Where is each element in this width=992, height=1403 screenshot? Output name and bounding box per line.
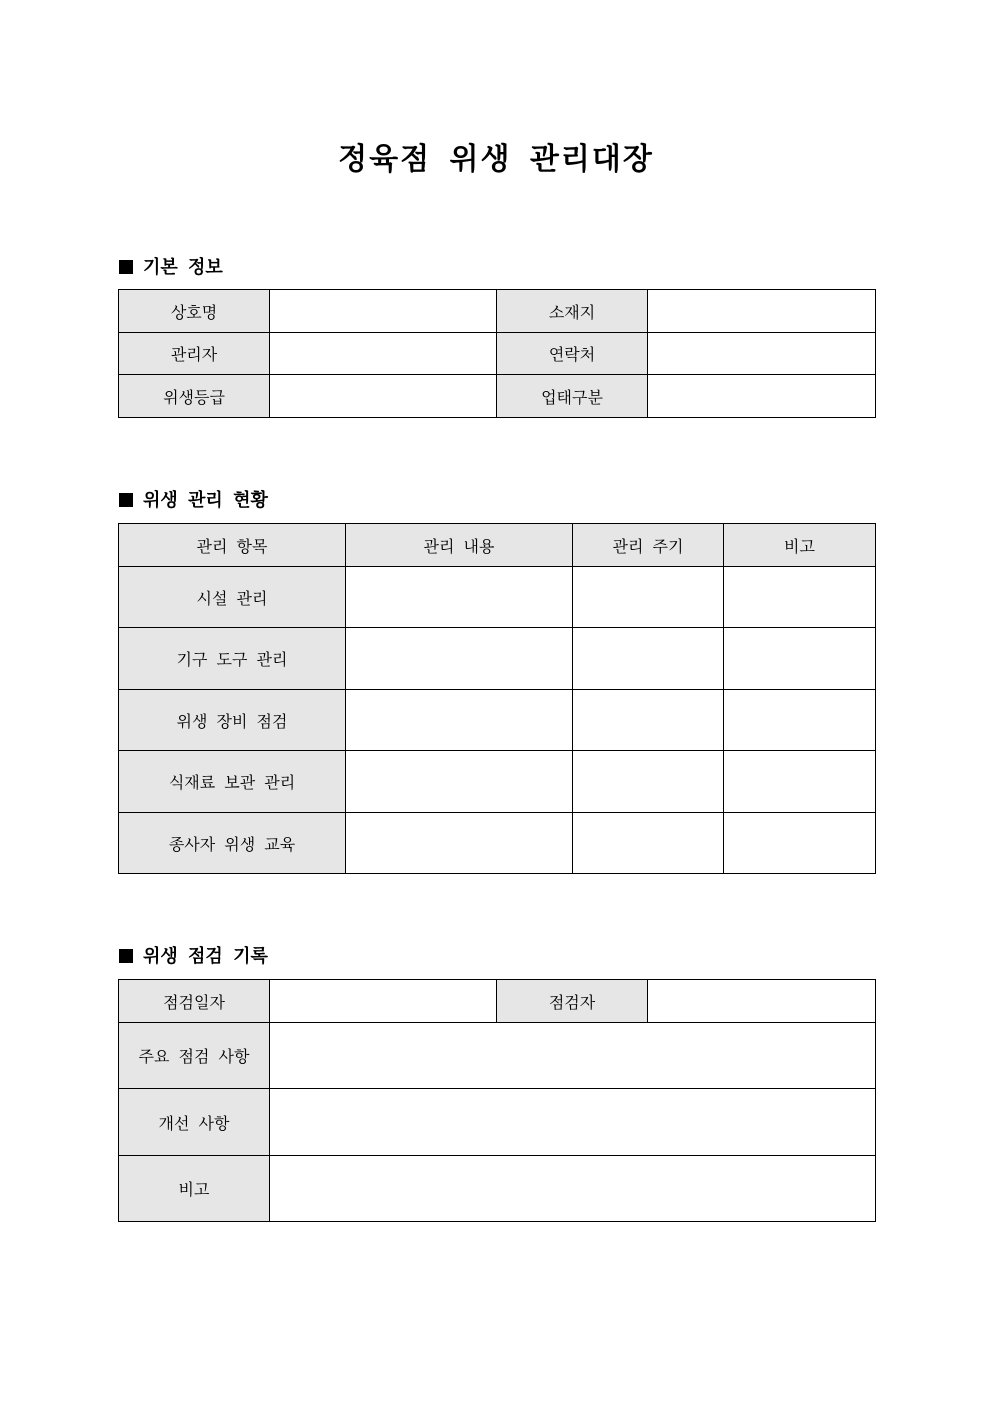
- content-cell[interactable]: [346, 628, 573, 690]
- table-row: [119, 375, 876, 418]
- row-label: 시설 관리: [119, 567, 346, 628]
- row-label: 종사자 위생 교육: [119, 813, 346, 874]
- column-header: 관리 내용: [346, 524, 573, 567]
- inspection-record-table: [118, 979, 876, 1222]
- cycle-cell[interactable]: [573, 567, 724, 628]
- content-cell[interactable]: [346, 813, 573, 874]
- label-cell: 점검일자: [119, 980, 270, 1023]
- square-bullet-icon: [119, 260, 133, 274]
- label-cell: 점검자: [497, 980, 648, 1023]
- remarks-field[interactable]: [270, 1156, 876, 1222]
- note-cell[interactable]: [724, 628, 876, 690]
- label-cell: 관리자: [119, 333, 270, 375]
- cycle-cell[interactable]: [573, 751, 724, 813]
- inspector-field[interactable]: [648, 980, 876, 1023]
- location-field[interactable]: [648, 290, 876, 333]
- section-heading-label: 위생 점검 기록: [143, 946, 268, 967]
- content-cell[interactable]: [346, 751, 573, 813]
- table-row: [119, 1156, 876, 1222]
- section-heading-basic-info: [119, 253, 223, 279]
- table-row: [119, 567, 876, 628]
- table-row: [119, 1023, 876, 1089]
- page-title: 정육점 위생 관리대장: [338, 142, 654, 177]
- section-heading-label: 위생 관리 현황: [143, 490, 268, 511]
- contact-field[interactable]: [648, 333, 876, 375]
- table-row: [119, 333, 876, 375]
- note-cell[interactable]: [724, 690, 876, 751]
- manager-field[interactable]: [270, 333, 497, 375]
- note-cell[interactable]: [724, 567, 876, 628]
- cycle-cell[interactable]: [573, 628, 724, 690]
- label-cell: 소재지: [497, 290, 648, 333]
- row-label: 기구 도구 관리: [119, 628, 346, 690]
- label-cell: 업태구분: [497, 375, 648, 418]
- main-inspection-items-field[interactable]: [270, 1023, 876, 1089]
- label-cell: 위생등급: [119, 375, 270, 418]
- inspection-date-field[interactable]: [270, 980, 497, 1023]
- label-cell: 개선 사항: [119, 1089, 270, 1156]
- section-heading-label: 기본 정보: [143, 257, 223, 278]
- row-label: 식재료 보관 관리: [119, 751, 346, 813]
- basic-info-table: [118, 289, 876, 418]
- column-header: 비고: [724, 524, 876, 567]
- label-cell: 비고: [119, 1156, 270, 1222]
- label-cell: 상호명: [119, 290, 270, 333]
- business-type-field[interactable]: [648, 375, 876, 418]
- table-row: [119, 290, 876, 333]
- table-header-row: [119, 524, 876, 567]
- content-cell[interactable]: [346, 690, 573, 751]
- table-row: [119, 813, 876, 874]
- hygiene-status-table: [118, 523, 876, 874]
- section-heading-hygiene-status: [119, 486, 268, 512]
- improvements-field[interactable]: [270, 1089, 876, 1156]
- note-cell[interactable]: [724, 813, 876, 874]
- table-row: [119, 628, 876, 690]
- label-cell: 주요 점검 사항: [119, 1023, 270, 1089]
- cycle-cell[interactable]: [573, 813, 724, 874]
- square-bullet-icon: [119, 949, 133, 963]
- square-bullet-icon: [119, 493, 133, 507]
- table-row: [119, 690, 876, 751]
- hygiene-grade-field[interactable]: [270, 375, 497, 418]
- cycle-cell[interactable]: [573, 690, 724, 751]
- row-label: 위생 장비 점검: [119, 690, 346, 751]
- table-row: [119, 751, 876, 813]
- label-cell: 연락처: [497, 333, 648, 375]
- column-header: 관리 항목: [119, 524, 346, 567]
- table-row: [119, 1089, 876, 1156]
- column-header: 관리 주기: [573, 524, 724, 567]
- section-heading-inspection-record: [119, 942, 268, 968]
- content-cell[interactable]: [346, 567, 573, 628]
- table-row: [119, 980, 876, 1023]
- note-cell[interactable]: [724, 751, 876, 813]
- business-name-field[interactable]: [270, 290, 497, 333]
